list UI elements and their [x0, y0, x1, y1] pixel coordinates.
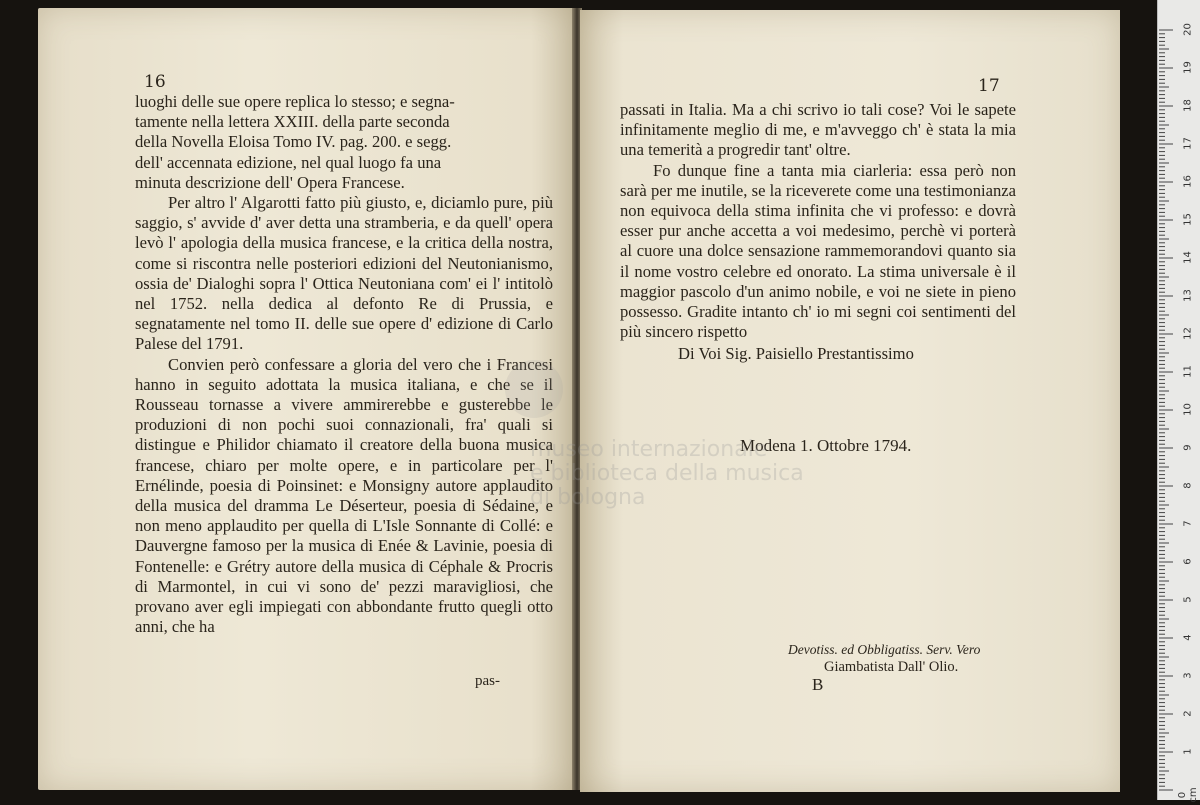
- ruler-number: 6: [1182, 558, 1194, 565]
- left-line-4: dell' accennata edizione, nel qual luogo fa una: [135, 152, 442, 172]
- watermark-line-2: e biblioteca della musica: [530, 461, 804, 486]
- watermark-text: [530, 438, 804, 510]
- measurement-ruler: [1157, 0, 1200, 803]
- ruler-number: 0 cm: [1177, 787, 1199, 803]
- closing-salutation: Di Voi Sig. Paisiello Prestantissimo: [678, 344, 914, 364]
- signature-mark: B: [812, 675, 824, 694]
- right-paragraph-1: passati in Italia. Ma a chi scrivo io tali cose? Voi le sapete infinitamente meglio di me, e m'avveggo ch' è stata la mia una temerità a progredir tant' oltre.: [620, 100, 1016, 160]
- left-line-1: luoghi delle sue opere replica lo stesso; e segna-: [135, 92, 455, 111]
- ruler-number: 10: [1182, 403, 1194, 416]
- right-paragraph-2: Fo dunque fine a tanta mia ciarleria: essa però non sarà per me inutile, se la riceverete come una testimonianza non equivoca della stima infinita che vi professo: e dovrà esser pur anche accetta a voi medesimo, perchè vi porterà al cuore una dolce sensazione rammemorandovi quanto sia il nome vostro celebre ed onorato. La stima universale è il maggior pascolo d'un animo nobile, e voi ne siete in pieno possesso. Gradite intanto ch' io mi segni coi sentimenti del più sincero rispetto: [620, 160, 1016, 342]
- left-page: [38, 8, 574, 790]
- ruler-number: 2: [1182, 710, 1194, 717]
- date-line: Modena 1. Ottobre 1794.: [740, 436, 912, 455]
- ruler-number: 17: [1182, 137, 1194, 150]
- page-number-right: 17: [978, 76, 1000, 96]
- signature-line-1: Devotiss. ed Obbligatiss. Serv. Vero: [788, 642, 981, 657]
- left-line-3: della Novella Eloisa Tomo IV. pag. 200. e segg.: [135, 132, 452, 152]
- left-page-text: [135, 92, 553, 637]
- catchword: pas-: [475, 673, 500, 689]
- ruler-number: 1: [1182, 748, 1194, 755]
- signature-name: Giambatista Dall' Olio.: [824, 659, 959, 675]
- ruler-number: 8: [1182, 482, 1194, 489]
- page-number-left: 16: [144, 72, 166, 92]
- watermark-line-1: museo internazionale: [530, 437, 768, 462]
- ruler-number: 12: [1182, 327, 1194, 340]
- right-page: [580, 10, 1120, 792]
- ruler-number: 5: [1182, 596, 1194, 603]
- ruler-number: 7: [1182, 520, 1194, 527]
- watermark-logo: [505, 360, 563, 418]
- left-paragraph-2: Per altro l' Algarotti fatto più giusto, e, diciamlo pure, più saggio, s' avvide d' aver detta una stramberia, e da quell' opera levò l' apologia della musica francese, e la critica della nostra, come si riscontra nelle posteriori edizioni del Neutonianismo, ossia de' Dialoghi sopra l' Ottica Neutoniana com' ei l' intitolò nel 1752. nella dedica al defonto Re di Prussia, e segnatamente nel tomo II. delle sue opere d' edizione di Carlo Palese del 1791.: [135, 193, 553, 354]
- ruler-number: 4: [1182, 634, 1194, 641]
- ruler-number: 3: [1182, 672, 1194, 679]
- ruler-number: 13: [1182, 289, 1194, 302]
- left-line-5: minuta descrizione dell' Opera Francese.: [135, 172, 405, 192]
- ruler-number: 16: [1182, 175, 1194, 188]
- ruler-number: 15: [1182, 213, 1194, 226]
- right-page-text: [620, 100, 1016, 365]
- ruler-number: 19: [1182, 61, 1194, 74]
- watermark-line-3: di bologna: [530, 485, 646, 510]
- ruler-number: 20: [1182, 23, 1194, 36]
- ruler-number: 11: [1182, 365, 1194, 378]
- left-paragraph-3: Convien però confessare a gloria del vero che i Francesi hanno in seguito adottata la musica italiana, e che se il Rousseau tornasse a vivere ammirerebbe e gusterebbe le produzioni di non pochi suoi connazionali, fra' quali si distingue e Philidor chiamato il creatore della buona musica francese, chiaro per molte opere, e in particolare per l' Ernélinde, poesia di Poinsinet: e Monsigny autore applaudito della musica del dramma Le Déserteur, poesia di Sédaine, e non meno applaudito per quella di L'Isle Sonnante di Collé: e Dauvergne famoso per la musica di Enée & Lavinie, poesia di Fontenelle: e Grétry autore della musica di Céphale & Procris di Marmontel, in cui vi sono de' pezzi maravigliosi, che provano aver egli impiegati con abbondante frutto quegli otto anni, che ha: [135, 354, 553, 637]
- ruler-numbers: [1177, 0, 1199, 803]
- ruler-number: 9: [1182, 444, 1194, 451]
- ruler-number: 14: [1182, 251, 1194, 264]
- ruler-number: 18: [1182, 99, 1194, 112]
- left-line-2: tamente nella lettera XXIII. della parte seconda: [135, 112, 450, 132]
